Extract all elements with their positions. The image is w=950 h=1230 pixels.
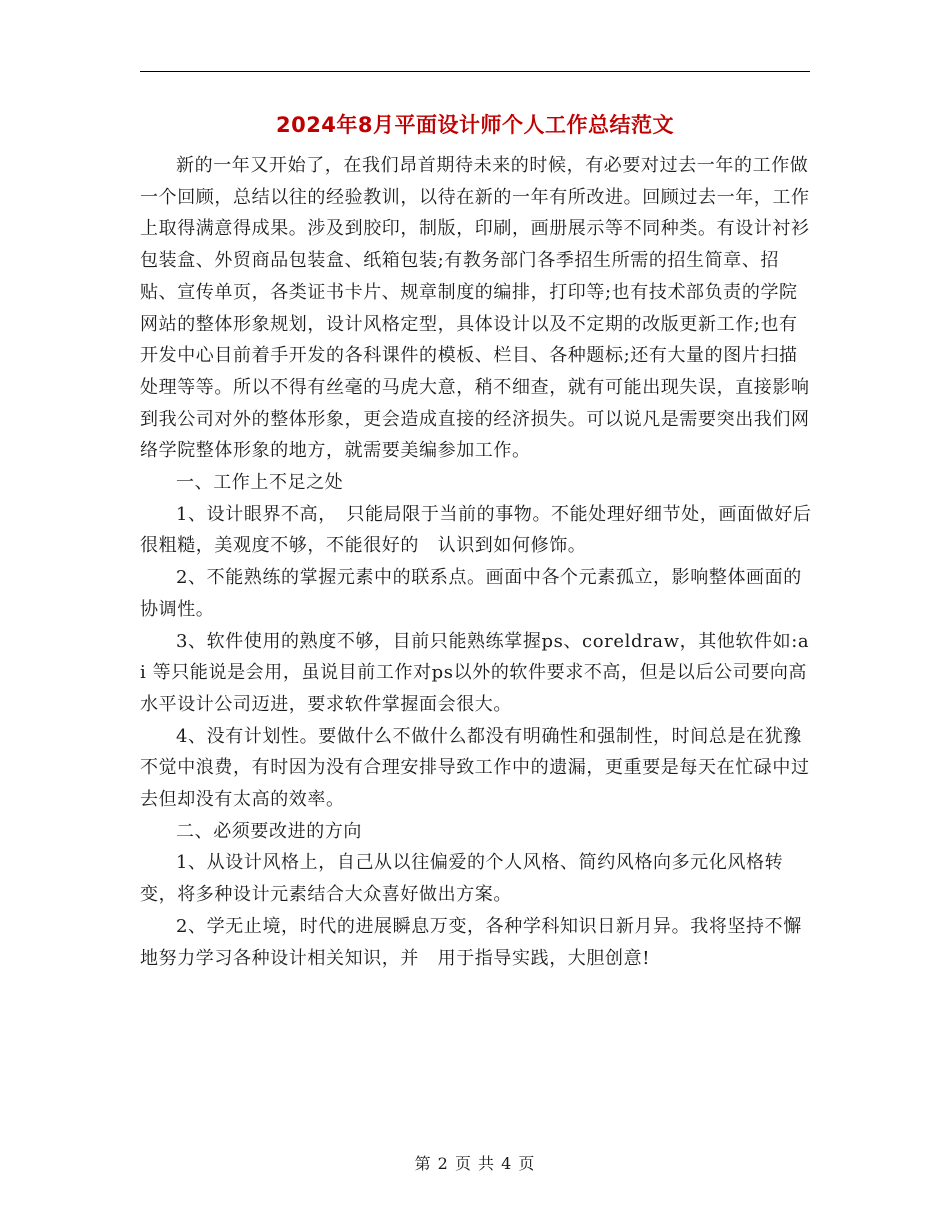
document-body [140, 150, 815, 974]
improvement-item-2: 2、学无止境，时代的进展瞬息万变，各种学科知识日新月异。我将坚持不懈地努力学习各种设计相关知识，并 用于指导实践，大胆创意! [140, 915, 802, 969]
shortcoming-item-2: 2、不能熟练的掌握元素中的联系点。画面中各个元素孤立，影响整体画面的协调性。 [140, 567, 802, 620]
document-title: 2024年8月平面设计师个人工作总结范文 [275, 113, 675, 137]
header-rule [140, 71, 810, 72]
section-heading-shortcomings: 一、工作上不足之处 [176, 472, 344, 494]
shortcoming-item-3: 3、软件使用的熟度不够，目前只能熟练掌握ps、coreldraw，其他软件如:ai 等只能说是会用，虽说目前工作对ps以外的软件要求不高，但是以后公司要向高水平设计公司迈进，要求软件掌握面会很大。 [140, 630, 810, 715]
shortcoming-item-4: 4、没有计划性。要做什么不做什么都没有明确性和强制性，时间总是在犹豫不觉中浪费，有时因为没有合理安排导致工作中的遗漏，更重要是每天在忙碌中过去但却没有太高的效率。 [140, 725, 810, 811]
page-footer: 第 2 页 共 4 页 [414, 1154, 536, 1173]
improvement-item-1: 1、从设计风格上，自己从以往偏爱的个人风格、简约风格向多元化风格转变，将多种设计元素结合大众喜好做出方案。 [140, 852, 784, 906]
shortcoming-item-1: 1、设计眼界不高， 只能局限于当前的事物。不能处理好细节处，画面做好后很粗糙，美观度不够，不能很好的 认识到如何修饰。 [140, 503, 812, 557]
section-heading-improvements: 二、必须要改进的方向 [176, 820, 362, 842]
intro-paragraph: 新的一年又开始了，在我们昂首期待未来的时候，有必要对过去一年的工作做一个回顾，总结以往的经验教训，以待在新的一年有所改进。回顾过去一年，工作上取得满意得成果。涉及到胶印，制版，印刷，画册展示等不同种类。有设计衬衫包装盒、外贸商品包装盒、纸箱包装;有教务部门各季招生所需的招生简章、招贴、宣传单页，各类证书卡片、规章制度的编排，打印等;也有技术部负责的学院网站的整体形象规划，设计风格定型，具体设计以及不定期的改版更新工作;也有开发中心目前着手开发的各科课件的模板、栏目、各种题标;还有大量的图片扫描处理等等。所以不得有丝毫的马虎大意，稍不细查，就有可能出现失误，直接影响到我公司对外的整体形象，更会造成直接的经济损失。可以说凡是需要突出我们网络学院整体形象的地方，就需要美编参加工作。 [140, 155, 810, 462]
